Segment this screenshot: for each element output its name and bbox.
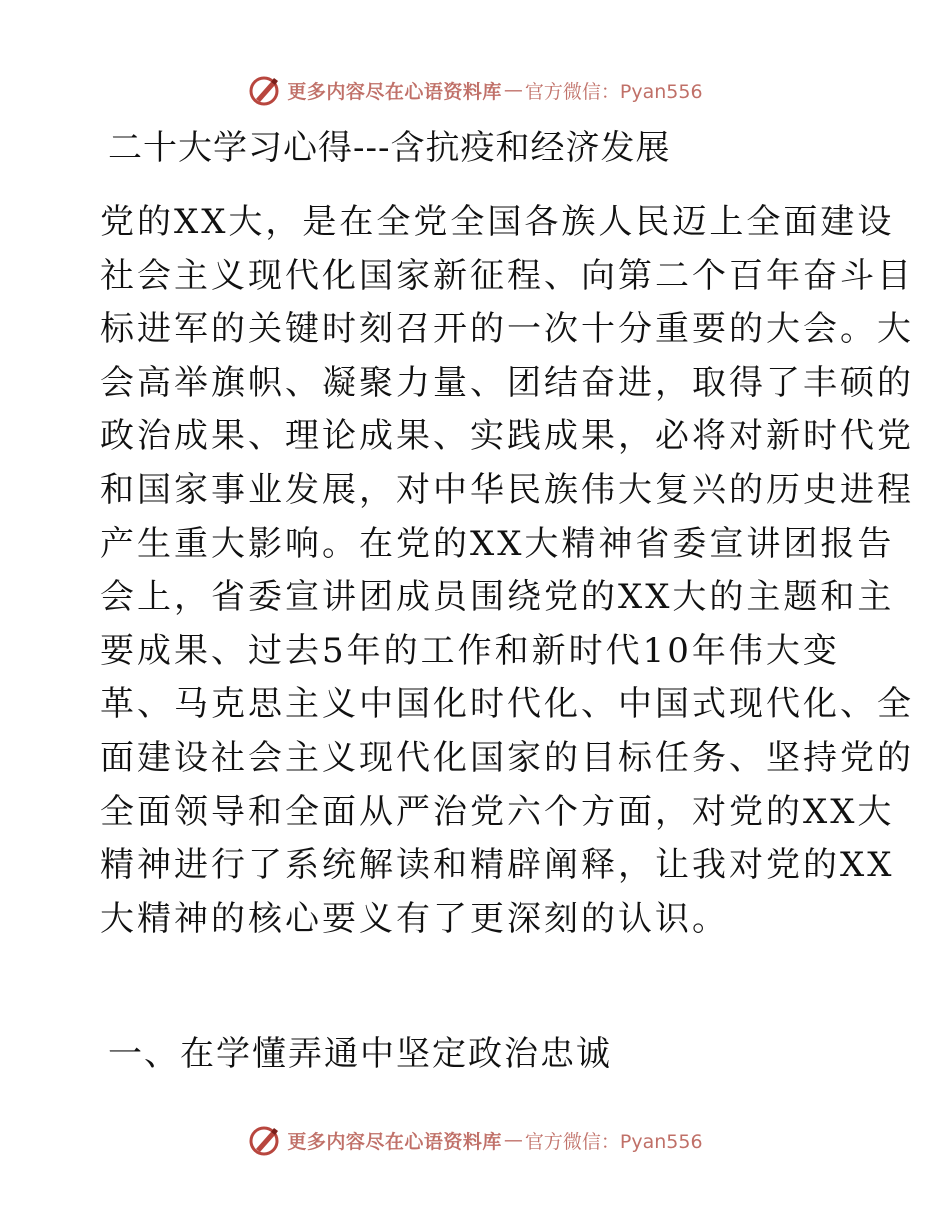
watermark-contact: 官方微信：Pyan556	[524, 80, 703, 103]
paragraph-line: 会上，省委宣讲团成员围绕党的XX大的主题和主	[100, 577, 895, 618]
paragraph-line: 政治成果、理论成果、实践成果，必将对新时代党	[100, 416, 914, 457]
document-title: 二十大学习心得---含抗疫和经济发展	[108, 128, 671, 168]
pen-logo-icon	[247, 1122, 283, 1158]
paragraph-line: 产生重大影响。在党的XX大精神省委宣讲团报告	[100, 523, 895, 564]
paragraph-line: 标进军的关键时刻召开的一次十分重要的大会。大	[100, 309, 914, 350]
paragraph-line: 全面领导和全面从严治党六个方面，对党的XX大	[100, 791, 895, 832]
pen-logo-icon	[247, 72, 283, 108]
paragraph-line: 革、马克思主义中国化时代化、中国式现代化、全	[100, 684, 914, 725]
watermark-text: 更多内容尽在心语资料库	[287, 80, 502, 103]
watermark-text: 更多内容尽在心语资料库	[287, 1130, 502, 1153]
document-body-paragraph	[100, 196, 914, 946]
section-heading: 一、在学懂弄通中坚定政治忠诚	[108, 1034, 612, 1074]
watermark-separator: —	[503, 79, 523, 101]
watermark-header	[0, 70, 950, 110]
paragraph-line: 面建设社会主义现代化国家的目标任务、坚持党的	[100, 737, 914, 778]
watermark-contact: 官方微信：Pyan556	[524, 1130, 703, 1153]
paragraph-line: 要成果、过去5年的工作和新时代10年伟大变	[100, 630, 840, 671]
watermark-footer	[0, 1120, 950, 1160]
paragraph-line: 社会主义现代化国家新征程、向第二个百年奋斗目	[100, 255, 914, 296]
paragraph-line: 精神进行了系统解读和精辟阐释，让我对党的XX	[100, 845, 895, 886]
paragraph-line: 党的XX大，是在全党全国各族人民迈上全面建设	[100, 202, 895, 242]
paragraph-line: 和国家事业发展，对中华民族伟大复兴的历史进程	[100, 469, 914, 510]
paragraph-line: 会高举旗帜、凝聚力量、团结奋进，取得了丰硕的	[100, 362, 914, 403]
watermark-separator: —	[503, 1129, 523, 1151]
paragraph-line: 大精神的核心要义有了更深刻的认识。	[100, 898, 729, 939]
